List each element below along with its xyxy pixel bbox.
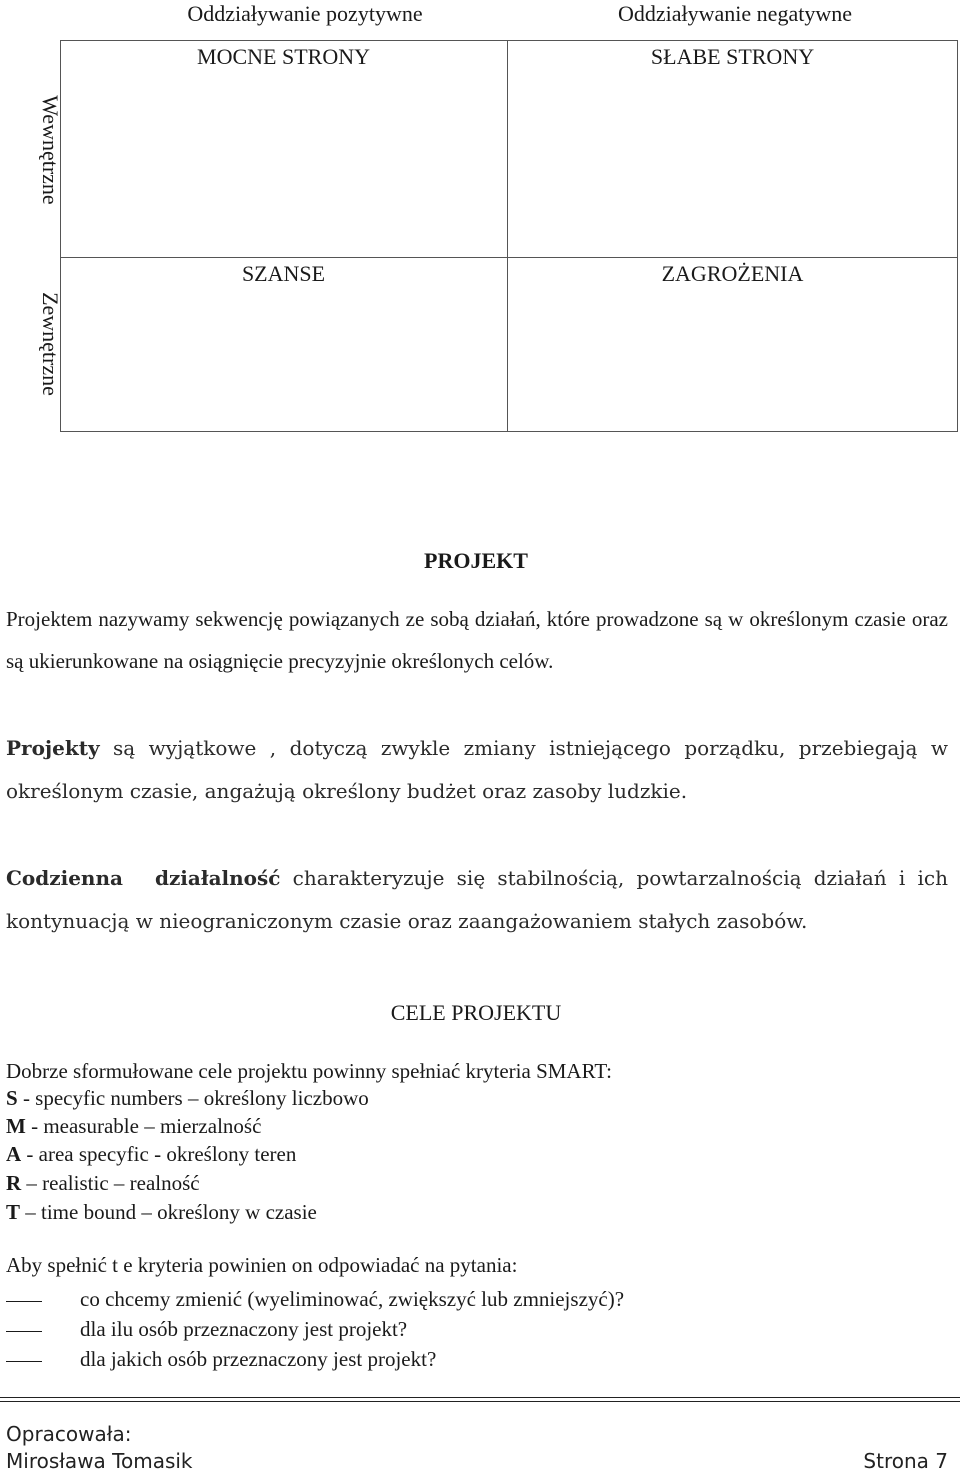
smart-item-a [6, 1140, 296, 1169]
question-item [6, 1314, 407, 1344]
smart-text: - measurable – mierzalność [25, 1114, 262, 1138]
smart-letter: A [6, 1142, 22, 1166]
paragraph-projekty [6, 727, 948, 813]
row-label-external: Zewnętrzne [38, 292, 63, 396]
cell-opportunities: SZANSE [241, 261, 326, 286]
footer-rule [0, 1397, 960, 1398]
cell-strengths: MOCNE STRONY [197, 44, 370, 69]
paragraph-codzienna-text: charakteryzuje się stabilnością, powtarzalnością działań i ich kontynuacją w nieograniczonym czasie oraz zaangażowaniem stałych zasobów. [6, 866, 948, 933]
term-projekty: Projekty [6, 736, 100, 760]
smart-letter: T [6, 1200, 21, 1224]
section-title-cele: CELE PROJEKTU [390, 1000, 562, 1025]
smart-letter: M [6, 1114, 26, 1138]
smart-letter: S [6, 1086, 18, 1110]
smart-text: – time bound – określony w czasie [20, 1200, 317, 1224]
smart-text: - area specyfic - określony teren [21, 1142, 297, 1166]
question-text: dla jakich osób przeznaczony jest projekt? [80, 1347, 437, 1371]
question-item [6, 1284, 624, 1314]
cell-weaknesses: SŁABE STRONY [650, 44, 815, 69]
question-text: dla ilu osób przeznaczony jest projekt? [80, 1317, 408, 1341]
column-header-positive: Oddziaływanie pozytywne [187, 1, 423, 26]
smart-item-t [6, 1198, 317, 1227]
footer-author: Mirosława Tomasik [6, 1449, 193, 1473]
row-label-internal: Wewnętrzne [38, 95, 63, 205]
smart-text: - specyfic numbers – określony liczbowo [17, 1086, 369, 1110]
footer-rule-thin [0, 1401, 960, 1402]
section-title-projekt: PROJEKT [424, 548, 528, 573]
paragraph-projekty-text: są wyjątkowe , dotyczą zwykle zmiany istniejącego porządku, przebiegają w określonym czasie, angażują określony budżet oraz zasoby ludzkie. [6, 736, 948, 803]
swot-vertical-divider [507, 40, 508, 432]
smart-item-m [6, 1112, 261, 1141]
cell-threats: ZAGROŻENIA [661, 261, 804, 286]
smart-text: – realistic – realność [21, 1171, 200, 1195]
smart-letter: R [6, 1171, 22, 1195]
dash-bullet-icon [6, 1361, 42, 1362]
smart-intro: Dobrze sformułowane cele projektu powinny spełniać kryteria SMART: [6, 1059, 612, 1083]
term-codzienna: Codzienna [6, 866, 123, 890]
swot-grid [60, 40, 958, 432]
paragraph-definition: Projektem nazywamy sekwencję powiązanych ze sobą działań, które prowadzone są w określonym czasie oraz są ukierunkowane na osiągnięcie precyzyjnie określonych celów. [6, 607, 948, 673]
footer-page-number: Strona 7 [863, 1449, 948, 1473]
smart-item-r [6, 1169, 200, 1198]
paragraph-codzienna [6, 857, 948, 943]
column-header-negative: Oddziaływanie negatywne [618, 1, 852, 26]
footer-prepared-label: Opracowała: [6, 1422, 132, 1446]
term-dzialalnosc: działalność [154, 866, 281, 890]
dash-bullet-icon [6, 1331, 42, 1332]
question-item [6, 1344, 436, 1374]
questions-intro: Aby spełnić t e kryteria powinien on odpowiadać na pytania: [6, 1253, 518, 1277]
smart-item-s [6, 1084, 369, 1113]
swot-horizontal-divider [60, 257, 958, 258]
dash-bullet-icon [6, 1301, 42, 1302]
question-text: co chcemy zmienić (wyeliminować, zwiększyć lub zmniejszyć)? [80, 1287, 625, 1311]
